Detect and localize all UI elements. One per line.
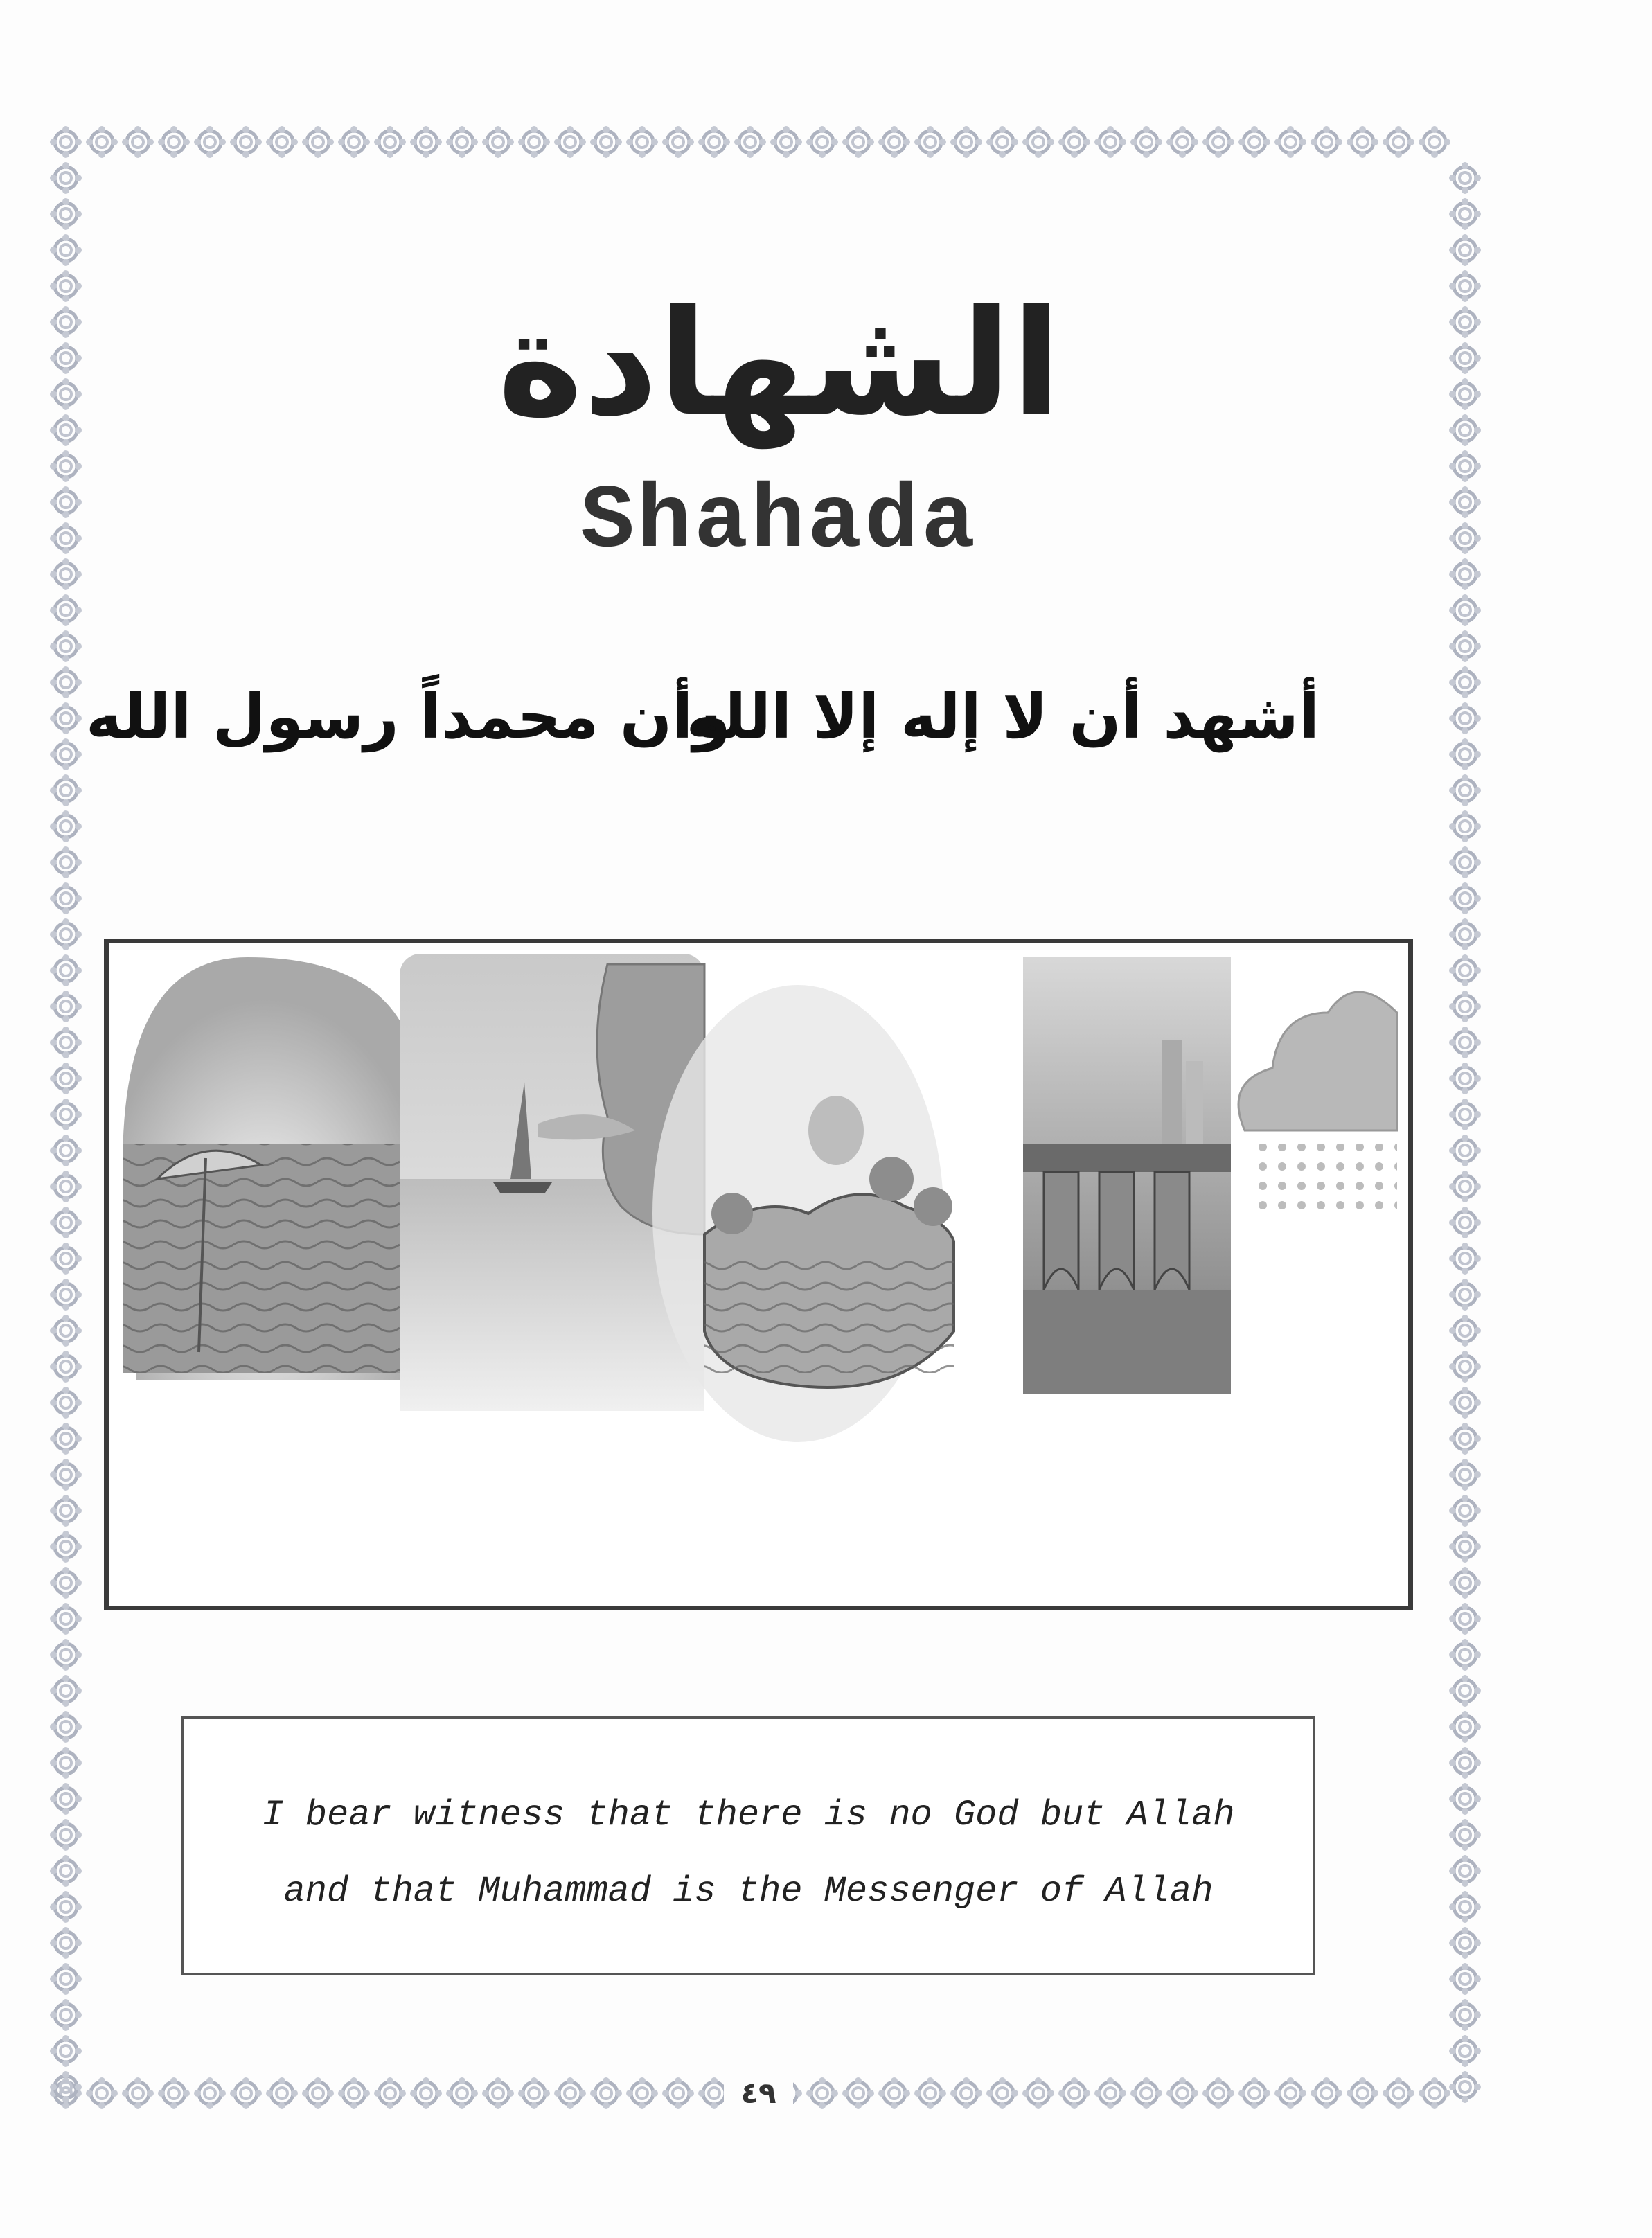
panel-beach-umbrella — [123, 957, 407, 1380]
border-ornament — [626, 2077, 658, 2109]
border-ornament — [1449, 1747, 1481, 1779]
border-ornament — [1383, 126, 1414, 158]
border-ornament — [1449, 1279, 1481, 1311]
border-ornament — [50, 882, 82, 914]
border-ornament — [122, 2077, 154, 2109]
border-ornament — [50, 1639, 82, 1671]
border-ornament — [50, 1927, 82, 1959]
border-ornament — [50, 1711, 82, 1743]
border-ornament — [1419, 126, 1450, 158]
border-ornament — [1130, 126, 1162, 158]
border-ornament — [374, 126, 406, 158]
border-ornament — [1202, 126, 1234, 158]
border-ornament — [338, 126, 370, 158]
border-ornament — [1094, 126, 1126, 158]
border-ornament — [1449, 1675, 1481, 1707]
border-ornament — [50, 1495, 82, 1527]
border-ornament — [50, 1387, 82, 1419]
border-ornament — [590, 126, 622, 158]
border-ornament — [50, 1963, 82, 1995]
border-ornament — [482, 126, 514, 158]
border-ornament — [50, 1279, 82, 1311]
border-ornament — [1058, 2077, 1090, 2109]
border-ornament — [698, 126, 730, 158]
border-ornament — [518, 126, 550, 158]
border-ornament — [1449, 234, 1481, 266]
border-ornament — [50, 810, 82, 842]
border-ornament — [50, 1459, 82, 1491]
border-ornament — [1347, 126, 1378, 158]
border-ornament — [266, 2077, 298, 2109]
border-ornament — [1449, 1063, 1481, 1094]
border-ornament — [50, 1135, 82, 1166]
border-ornament — [1449, 1171, 1481, 1202]
border-ornament — [410, 2077, 442, 2109]
border-ornament — [50, 1315, 82, 1347]
border-ornament — [1311, 126, 1342, 158]
border-ornament — [1449, 1891, 1481, 1923]
illustration — [109, 943, 1408, 1606]
border-ornament — [50, 1675, 82, 1707]
border-ornament — [1449, 1495, 1481, 1527]
border-ornament — [50, 234, 82, 266]
border-ornament — [446, 2077, 478, 2109]
border-ornament — [842, 2077, 874, 2109]
border-ornament — [1238, 126, 1270, 158]
border-ornament — [50, 594, 82, 626]
border-ornament — [50, 1783, 82, 1815]
translation-line-1: I bear witness that there is no God but Allah — [262, 1795, 1235, 1836]
border-ornament — [770, 126, 802, 158]
border-ornament — [50, 1819, 82, 1851]
border-ornament — [1449, 702, 1481, 734]
border-ornament — [1449, 594, 1481, 626]
border-ornament — [590, 2077, 622, 2109]
border-ornament — [1449, 1927, 1481, 1959]
border-ornament — [1449, 918, 1481, 950]
panel-rain-cloud — [1238, 992, 1397, 1220]
border-ornament — [482, 2077, 514, 2109]
border-ornament — [986, 126, 1018, 158]
border-ornament — [1383, 2077, 1414, 2109]
border-ornament — [1238, 2077, 1270, 2109]
translation-box — [181, 1716, 1315, 1975]
illustration-frame — [104, 939, 1413, 1610]
page-title-english: Shahada — [580, 472, 979, 574]
border-ornament — [1449, 198, 1481, 230]
border-ornament — [1166, 2077, 1198, 2109]
border-ornament — [338, 2077, 370, 2109]
border-ornament — [1449, 1783, 1481, 1815]
border-ornament — [1449, 774, 1481, 806]
border-ornament — [50, 1063, 82, 1094]
border-ornament — [302, 126, 334, 158]
border-ornament — [50, 954, 82, 986]
border-ornament — [50, 1099, 82, 1130]
border-ornament — [50, 1567, 82, 1599]
border-ornament — [1449, 162, 1481, 194]
translation-line-2: and that Muhammad is the Messenger of Allah — [283, 1871, 1214, 1912]
border-ornament — [662, 126, 694, 158]
border-ornament — [1449, 1423, 1481, 1455]
border-ornament — [50, 126, 82, 158]
border-ornament — [50, 630, 82, 662]
border-ornament — [1449, 1387, 1481, 1419]
border-ornament — [1058, 126, 1090, 158]
border-ornament — [1449, 2071, 1481, 2103]
border-ornament — [878, 2077, 910, 2109]
border-ornament — [1449, 1459, 1481, 1491]
border-ornament — [50, 162, 82, 194]
border-ornament — [914, 2077, 946, 2109]
border-ornament — [50, 1207, 82, 1238]
border-ornament — [806, 126, 838, 158]
panel-city-arches — [1023, 957, 1231, 1394]
border-ornament — [1130, 2077, 1162, 2109]
border-ornament — [1449, 1963, 1481, 1995]
border-ornament — [554, 126, 586, 158]
border-ornament — [50, 702, 82, 734]
border-ornament — [914, 126, 946, 158]
border-ornament — [842, 126, 874, 158]
border-ornament — [1449, 666, 1481, 698]
border-ornament — [1449, 846, 1481, 878]
border-ornament — [1449, 1207, 1481, 1238]
border-ornament — [1449, 1135, 1481, 1166]
border-ornament — [806, 2077, 838, 2109]
border-ornament — [50, 198, 82, 230]
border-ornament — [1449, 1351, 1481, 1383]
border-ornament — [1449, 1567, 1481, 1599]
border-ornament — [950, 126, 982, 158]
border-ornament — [734, 126, 766, 158]
border-ornament — [374, 2077, 406, 2109]
border-ornament — [50, 1243, 82, 1275]
border-ornament — [1449, 1603, 1481, 1635]
border-ornament — [1449, 1315, 1481, 1347]
border-ornament — [1449, 1855, 1481, 1887]
border-ornament — [950, 2077, 982, 2109]
border-ornament — [1166, 126, 1198, 158]
border-ornament — [50, 1603, 82, 1635]
border-ornament — [1449, 991, 1481, 1022]
shahada-arabic-part2: وأن محمداً رسول الله — [85, 681, 731, 752]
border-ornament — [50, 2035, 82, 2067]
border-ornament — [1419, 2077, 1450, 2109]
border-ornament — [158, 126, 190, 158]
border-ornament — [50, 846, 82, 878]
border-ornament — [1449, 1099, 1481, 1130]
page-number: ٤٩ — [724, 2072, 793, 2114]
border-ornament — [1022, 126, 1054, 158]
border-ornament — [50, 738, 82, 770]
border-ornament — [1274, 126, 1306, 158]
border-ornament — [1449, 2035, 1481, 2067]
border-ornament — [1449, 1639, 1481, 1671]
border-ornament — [50, 1999, 82, 2031]
border-ornament — [1449, 1819, 1481, 1851]
border-ornament — [878, 126, 910, 158]
border-ornament — [626, 126, 658, 158]
border-ornament — [1449, 882, 1481, 914]
border-ornament — [662, 2077, 694, 2109]
border-ornament — [158, 2077, 190, 2109]
border-ornament — [1449, 630, 1481, 662]
border-ornament — [1449, 1027, 1481, 1058]
border-ornament — [1022, 2077, 1054, 2109]
border-ornament — [50, 1531, 82, 1563]
border-ornament — [50, 666, 82, 698]
border-ornament — [50, 1171, 82, 1202]
border-ornament — [410, 126, 442, 158]
border-ornament — [194, 126, 226, 158]
panel-island-pond — [652, 985, 954, 1442]
border-ornament — [50, 1855, 82, 1887]
border-ornament — [1449, 1711, 1481, 1743]
border-ornament — [50, 774, 82, 806]
border-ornament — [1449, 1243, 1481, 1275]
border-ornament — [50, 1351, 82, 1383]
border-ornament — [302, 2077, 334, 2109]
border-ornament — [50, 918, 82, 950]
border-ornament — [1449, 1531, 1481, 1563]
border-ornament — [986, 2077, 1018, 2109]
border-ornament — [50, 1423, 82, 1455]
border-ornament — [266, 126, 298, 158]
border-ornament — [86, 126, 118, 158]
border-ornament — [1311, 2077, 1342, 2109]
border-ornament — [1449, 810, 1481, 842]
border-ornament — [122, 126, 154, 158]
border-ornament — [50, 1027, 82, 1058]
border-ornament — [86, 2077, 118, 2109]
border-ornament — [230, 126, 262, 158]
border-ornament — [1449, 1999, 1481, 2031]
border-ornament — [50, 1891, 82, 1923]
border-ornament — [1347, 2077, 1378, 2109]
border-ornament — [1449, 954, 1481, 986]
border-ornament — [518, 2077, 550, 2109]
border-ornament — [1094, 2077, 1126, 2109]
border-ornament — [50, 991, 82, 1022]
border-ornament — [230, 2077, 262, 2109]
border-ornament — [194, 2077, 226, 2109]
border-ornament — [1202, 2077, 1234, 2109]
border-ornament — [1274, 2077, 1306, 2109]
border-ornament — [50, 1747, 82, 1779]
page-title-arabic: الشهادة — [497, 278, 1061, 448]
shahada-arabic-part1: أشهد أن لا إله إلا الله — [686, 681, 1320, 752]
border-ornament — [554, 2077, 586, 2109]
border-ornament — [1449, 738, 1481, 770]
border-ornament — [446, 126, 478, 158]
